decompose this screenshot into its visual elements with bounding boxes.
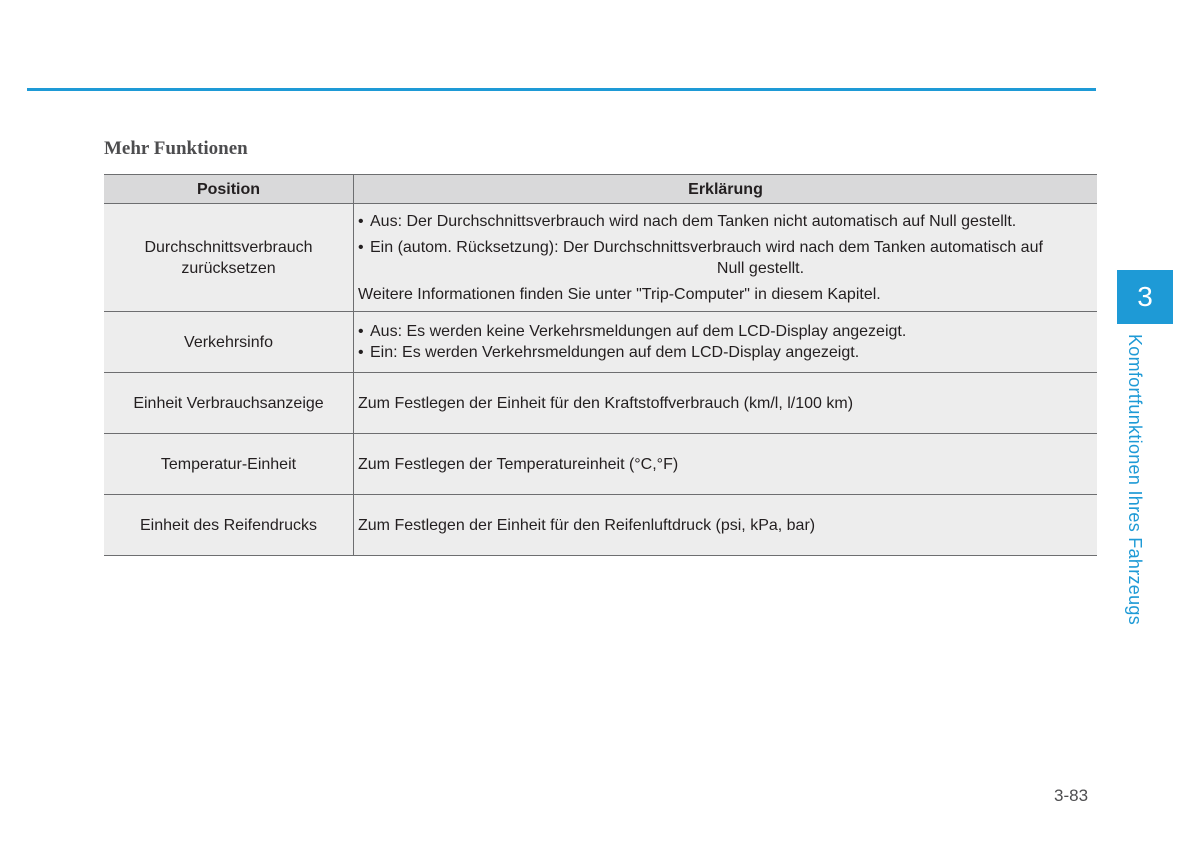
top-rule <box>27 88 1096 91</box>
position-cell: Einheit des Reifendrucks <box>104 495 354 556</box>
bullet-icon: • <box>358 323 364 340</box>
explanation-cell <box>354 312 1098 373</box>
bullet-item <box>358 237 1093 258</box>
table-row <box>104 373 1097 434</box>
explanation-cell: Zum Festlegen der Temperatureinheit (°C,°F) <box>354 434 1098 495</box>
bullet-icon: • <box>358 212 364 230</box>
bullet-item <box>358 342 1093 363</box>
functions-table <box>104 174 1097 556</box>
header-position: Position <box>104 175 354 204</box>
bullet-item <box>358 211 1093 232</box>
bullet-text: Aus: Es werden keine Verkehrsmeldungen auf dem LCD-Display angezeigt. <box>370 323 907 340</box>
chapter-tab: 3 <box>1117 270 1173 324</box>
bullet-text: Ein (autom. Rücksetzung): Der Durchschnittsverbrauch wird nach dem Tanken automatisch auf <box>370 238 1043 256</box>
bullet-item <box>358 321 1093 342</box>
bullet-text: Ein: Es werden Verkehrsmeldungen auf dem LCD-Display angezeigt. <box>370 344 860 361</box>
note-text: Weitere Informationen finden Sie unter "Trip-Computer" in diesem Kapitel. <box>358 285 881 303</box>
position-cell: Einheit Verbrauchsanzeige <box>104 373 354 434</box>
table-header-row <box>104 175 1097 204</box>
bullet-text: Aus: Der Durchschnittsverbrauch wird nach dem Tanken nicht automatisch auf Null gestellt. <box>370 212 1017 230</box>
bullet-icon: • <box>358 238 364 256</box>
position-cell: Temperatur-Einheit <box>104 434 354 495</box>
page-number: 3-83 <box>1054 786 1089 805</box>
position-label-line2: zurücksetzen <box>181 259 276 277</box>
explanation-cell <box>354 204 1098 312</box>
section-title: Mehr Funktionen <box>104 138 248 159</box>
explanation-cell: Zum Festlegen der Einheit für den Kraftstoffverbrauch (km/l, l/100 km) <box>354 373 1098 434</box>
bullet-icon: • <box>358 344 364 361</box>
table-row <box>104 434 1097 495</box>
table-row <box>104 312 1097 373</box>
bullet-continuation: Null gestellt. <box>716 259 805 277</box>
table-row <box>104 204 1097 312</box>
position-cell: Verkehrsinfo <box>104 312 354 373</box>
position-label-line1: Durchschnittsverbrauch <box>144 238 313 256</box>
header-explanation: Erklärung <box>354 175 1098 204</box>
chapter-side-title: Komfortfunktionen Ihres Fahrzeugs <box>1125 334 1145 626</box>
explanation-cell: Zum Festlegen der Einheit für den Reifenluftdruck (psi, kPa, bar) <box>354 495 1098 556</box>
position-cell <box>104 204 354 312</box>
table-row <box>104 495 1097 556</box>
